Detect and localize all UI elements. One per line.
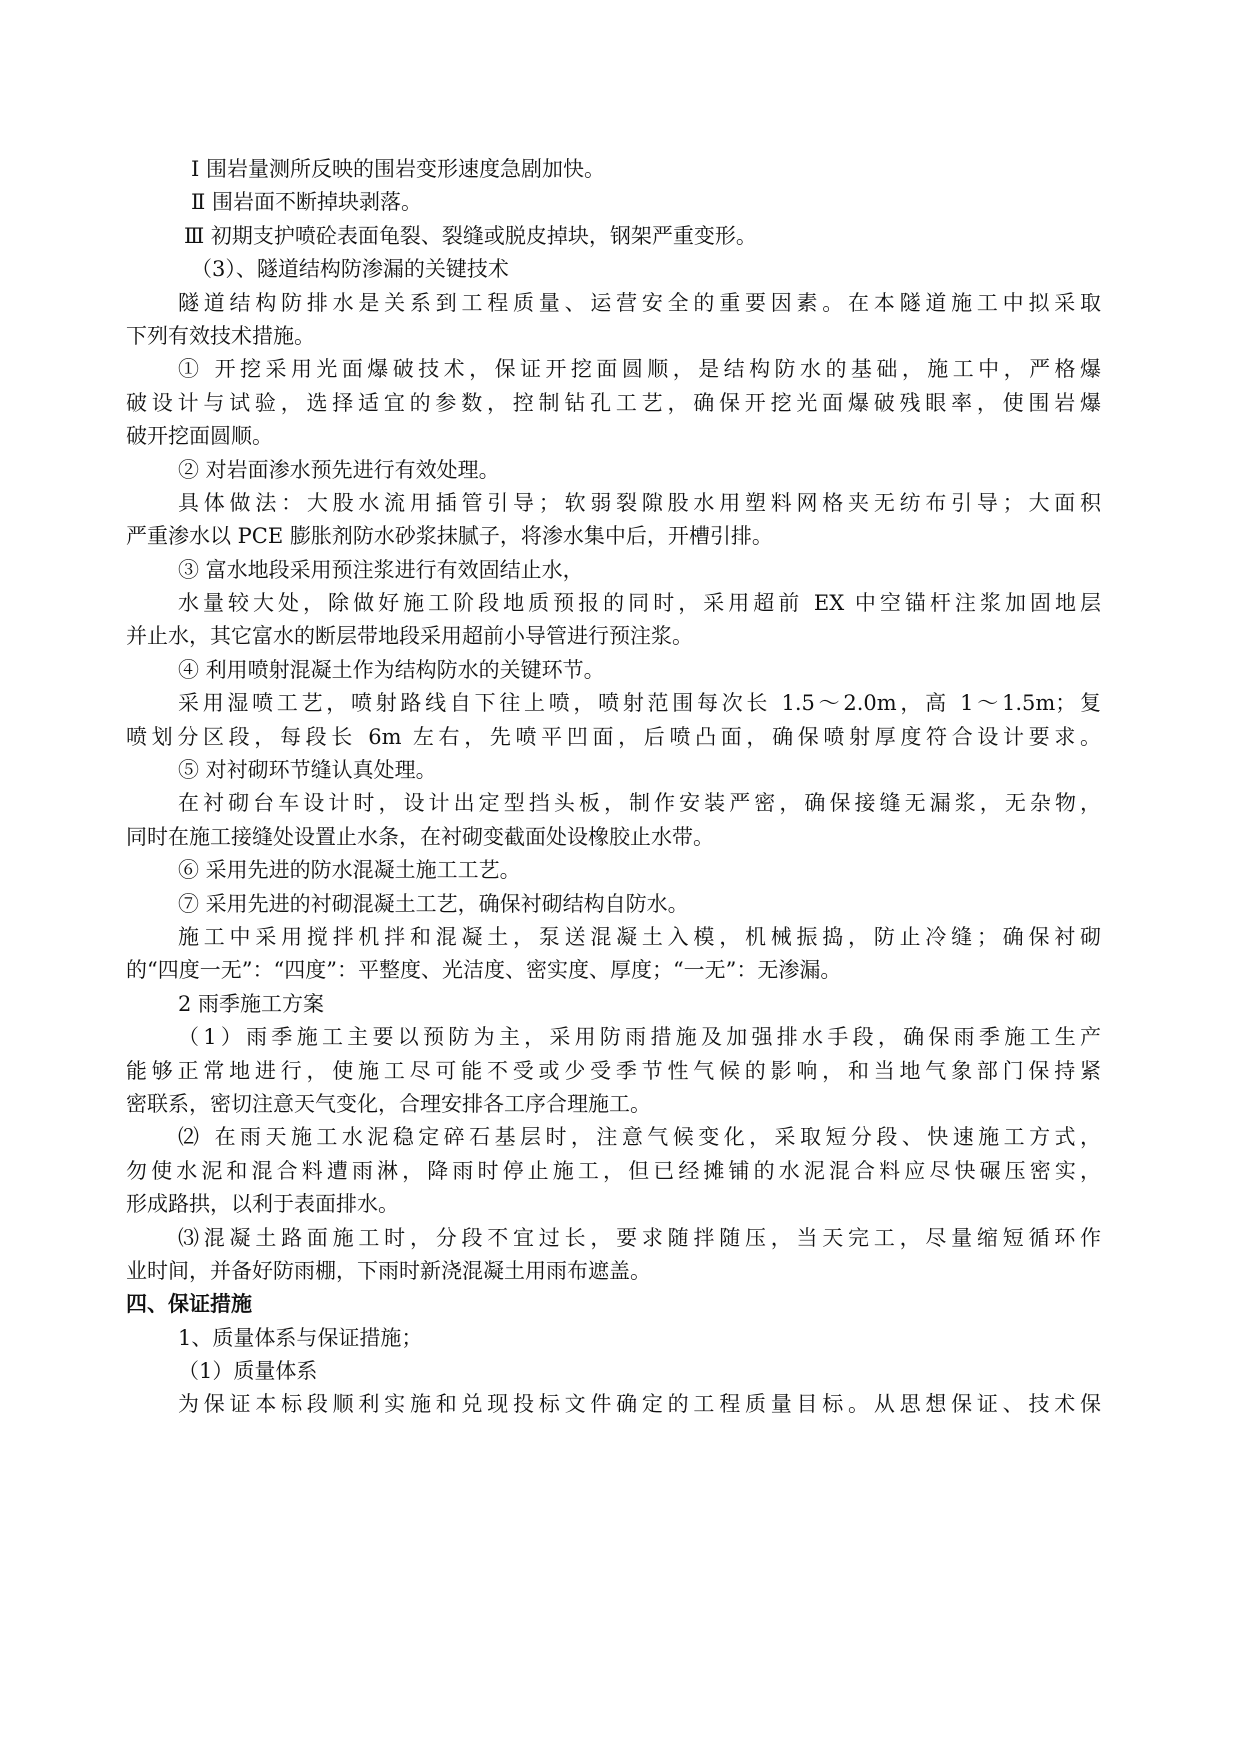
document-body <box>126 153 1101 1422</box>
text-line: 形成路拱，以利于表面排水。 <box>126 1192 399 1217</box>
text-line: 采用湿喷工艺，喷射路线自下往上喷，喷射范围每次长 1.5～2.0m，高 1～1.5m；复 <box>178 691 1101 716</box>
text-line: （3）、隧道结构防渗漏的关键技术 <box>191 257 509 282</box>
text-line: ⑥ 采用先进的防水混凝土施工工艺。 <box>178 858 521 883</box>
text-line: 破设计与试验，选择适宜的参数，控制钻孔工艺，确保开挖光面爆破残眼率，使围岩爆 <box>126 390 1101 415</box>
text-line: ③ 富水地段采用预注浆进行有效固结止水， <box>178 557 584 582</box>
section-heading: 四、保证措施 <box>126 1292 252 1317</box>
text-line: 施工中采用搅拌机拌和混凝土，泵送混凝土入模，机械振捣，防止冷缝；确保衬砌 <box>178 924 1101 949</box>
text-line: 在衬砌台车设计时，设计出定型挡头板，制作安装严密，确保接缝无漏浆，无杂物， <box>178 791 1101 816</box>
text-line: 勿使水泥和混合料遭雨淋，降雨时停止施工，但已经摊铺的水泥混合料应尽快碾压密实， <box>126 1158 1101 1183</box>
text-line: 并止水，其它富水的断层带地段采用超前小导管进行预注浆。 <box>126 624 693 649</box>
text-line: ⑶混凝土路面施工时，分段不宜过长，要求随拌随压，当天完工，尽量缩短循环作 <box>178 1225 1101 1250</box>
text-line: 同时在施工接缝处设置止水条，在衬砌变截面处设橡胶止水带。 <box>126 824 714 849</box>
text-line: 的“四度一无”：“四度”：平整度、光洁度、密实度、厚度；“一无”：无渗漏。 <box>126 958 842 983</box>
text-line: 喷划分区段，每段长 6m 左右，先喷平凹面，后喷凸面，确保喷射厚度符合设计要求。 <box>126 724 1101 749</box>
text-line: ⑵ 在雨天施工水泥稳定碎石基层时，注意气候变化，采取短分段、快速施工方式， <box>178 1125 1101 1150</box>
text-line: 1、质量体系与保证措施； <box>178 1325 423 1350</box>
text-line: 具体做法：大股水流用插管引导；软弱裂隙股水用塑料网格夹无纺布引导；大面积 <box>178 490 1101 515</box>
text-line: 水量较大处，除做好施工阶段地质预报的同时，采用超前 EX 中空锚杆注浆加固地层 <box>178 591 1101 616</box>
text-line: ⑤ 对衬砌环节缝认真处理。 <box>178 758 437 783</box>
text-line: ④ 利用喷射混凝土作为结构防水的关键环节。 <box>178 657 605 682</box>
text-line: 2 雨季施工方案 <box>178 991 325 1016</box>
text-line: 能够正常地进行，使施工尽可能不受或少受季节性气候的影响，和当地气象部门保持紧 <box>126 1058 1101 1083</box>
text-line: ② 对岩面渗水预先进行有效处理。 <box>178 457 500 482</box>
text-line: （1）雨季施工主要以预防为主，采用防雨措施及加强排水手段，确保雨季施工生产 <box>178 1025 1101 1050</box>
text-line: 下列有效技术措施。 <box>126 323 315 348</box>
text-line: Ⅲ 初期支护喷砼表面龟裂、裂缝或脱皮掉块，钢架严重变形。 <box>184 223 757 248</box>
text-line: 隧道结构防排水是关系到工程质量、运营安全的重要因素。在本隧道施工中拟采取 <box>178 290 1101 315</box>
text-line: 严重渗水以 PCE 膨胀剂防水砂浆抹腻子，将渗水集中后，开槽引排。 <box>126 524 773 549</box>
text-line: Ⅰ 围岩量测所反映的围岩变形速度急剧加快。 <box>191 157 605 181</box>
text-line: 为保证本标段顺利实施和兑现投标文件确定的工程质量目标。从思想保证、技术保 <box>178 1392 1101 1417</box>
text-line: Ⅱ 围岩面不断掉块剥落。 <box>191 190 422 215</box>
text-line: ① 开挖采用光面爆破技术，保证开挖面圆顺，是结构防水的基础，施工中，严格爆 <box>178 357 1101 382</box>
text-line: 破开挖面圆顺。 <box>126 424 273 449</box>
text-line: ⑦ 采用先进的衬砌混凝土工艺，确保衬砌结构自防水。 <box>178 891 689 916</box>
text-line: 密联系，密切注意天气变化，合理安排各工序合理施工。 <box>126 1091 651 1116</box>
text-line: （1）质量体系 <box>178 1359 318 1384</box>
text-line: 业时间，并备好防雨棚，下雨时新浇混凝土用雨布遮盖。 <box>126 1258 651 1283</box>
